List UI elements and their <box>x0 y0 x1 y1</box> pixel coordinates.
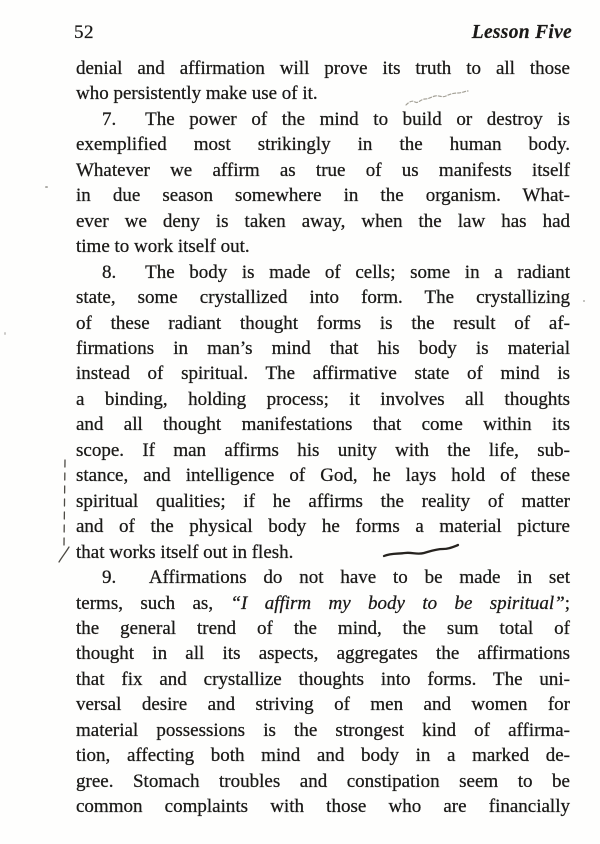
text-line: 7. The power of the mind to build or destroy is <box>102 108 570 130</box>
text-line: denial and affirmation will prove its truth to all those <box>76 58 570 79</box>
margin-line-hook <box>59 547 69 562</box>
text-line: gree. Stomach troubles and constipation seem to be <box>76 770 570 792</box>
text-line: state, some crystallized into form. The crystallizing <box>76 287 570 309</box>
text-line: instead of spiritual. The affirmative state of mind is <box>76 363 570 385</box>
text-line: in due season somewhere in the organism. What- <box>76 185 570 207</box>
text-line: 8. The body is made of cells; some in a radiant <box>102 261 570 283</box>
running-head: Lesson Five <box>471 22 572 43</box>
page-body <box>76 56 570 820</box>
text-line: tion, affecting both mind and body in a marked de- <box>76 745 570 767</box>
text-line: who persistently make use of it. <box>76 83 318 105</box>
text-line: common complaints with those who are financially <box>76 796 570 818</box>
text-segment: ; <box>564 592 570 614</box>
text-line: stance, and intelligence of God, he lays hold of these <box>76 465 570 487</box>
text-line: that works itself out in flesh. <box>76 541 294 563</box>
stray-speck <box>583 300 585 302</box>
text-line: versal desire and striving of men and women for <box>76 694 570 716</box>
text-line: and of the physical body he forms a material picture <box>76 516 570 538</box>
text-line: spiritual qualities; if he affirms the reality of matter <box>76 490 570 512</box>
text-line: time to work itself out. <box>76 236 250 258</box>
text-segment: terms, such as, <box>76 592 231 614</box>
page-number: 52 <box>74 22 94 43</box>
text-line: the general trend of the mind, the sum total of <box>76 617 570 639</box>
text-line: scope. If man affirms his unity with the life, sub- <box>76 439 570 461</box>
text-line: Whatever we affirm as true of us manifests itself <box>76 159 570 181</box>
stray-speck <box>45 186 48 188</box>
text-line: a binding, holding process; it involves all thoughts <box>76 388 570 410</box>
text-line: of these radiant thought forms is the result of af- <box>76 312 570 334</box>
text-line: and all thought manifestations that come within its <box>76 414 570 436</box>
text-line: ever we deny is taken away, when the law has had <box>76 210 570 232</box>
text-line: thought in all its aspects, aggregates the affirmations <box>76 643 570 665</box>
stray-speck <box>4 332 6 335</box>
text-line <box>76 591 570 616</box>
text-line: firmations in man’s mind that his body is material <box>76 337 570 359</box>
margin-dashed-line <box>64 460 65 545</box>
page-header <box>74 21 572 45</box>
text-line: 9. Affirmations do not have to be made in set <box>102 567 570 589</box>
text-line: material possessions is the strongest kind of affirma- <box>76 719 570 741</box>
text-line: exemplified most strikingly in the human body. <box>76 134 570 156</box>
text-line: that fix and crystallize thoughts into forms. The uni- <box>76 668 570 690</box>
italic-phrase: “I affirm my body to be spiritual” <box>230 592 565 614</box>
